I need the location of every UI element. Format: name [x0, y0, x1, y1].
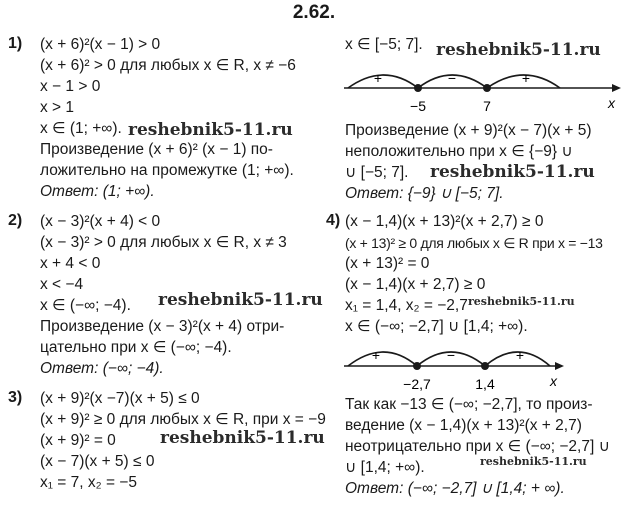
- problem-2-line: x < −4: [40, 276, 84, 293]
- problem-1-line: x > 1: [40, 99, 75, 116]
- problem-2-number: 2): [8, 212, 23, 229]
- sign-arc: [348, 352, 417, 366]
- sign-label: +: [373, 70, 383, 86]
- problem-2-line: Произведение (x − 3)²(x + 4) отри-: [40, 318, 285, 335]
- number-line-problem-3: [340, 56, 625, 116]
- problem-3-continuation: x ∈ [−5; 7].: [345, 36, 423, 53]
- sign-arc: [348, 75, 418, 88]
- problem-1-line: ложительно на промежутке (1; +∞).: [40, 162, 294, 179]
- point-marker: [483, 84, 491, 92]
- watermark: reshebnik5-11.ru: [128, 120, 293, 140]
- problem-4-line: x ∈ (−∞; −2,7] ∪ [1,4; +∞).: [345, 318, 528, 335]
- problem-2-line: x ∈ (−∞; −4).: [40, 297, 131, 314]
- number-line-problem-4: [340, 334, 625, 394]
- problem-1-line: Произведение (x + 6)² (x − 1) по-: [40, 141, 273, 158]
- sign-label: +: [371, 347, 381, 363]
- watermark: reshebnik5-11.ru: [468, 295, 575, 308]
- point-label: 1,4: [475, 376, 495, 392]
- sign-label: −: [446, 347, 456, 363]
- problem-4-line: (x + 13)² = 0: [345, 255, 430, 272]
- problem-1-line: (x + 6)² > 0 для любых x ∈ R, x ≠ −6: [40, 57, 296, 74]
- problem-3-line: (x + 9)² = 0: [40, 432, 116, 449]
- problem-4-conclusion: ведение (x − 1,4)(x + 13)²(x + 2,7): [345, 417, 582, 434]
- problem-4-conclusion: Так как −13 ∈ (−∞; −2,7], то произ-: [345, 396, 593, 413]
- axis-label: x: [550, 373, 557, 389]
- watermark: reshebnik5-11.ru: [430, 162, 595, 182]
- problem-1-answer: Ответ: (1; +∞).: [40, 183, 155, 200]
- point-marker: [414, 84, 422, 92]
- problem-3-line: (x + 9)²(x −7)(x + 5) ≤ 0: [40, 390, 200, 407]
- problem-1-line: x − 1 > 0: [40, 78, 101, 95]
- problem-3-continuation: Произведение (x + 9)²(x − 7)(x + 5): [345, 122, 592, 139]
- watermark: reshebnik5-11.ru: [158, 290, 323, 310]
- sign-label: −: [447, 70, 457, 86]
- watermark: reshebnik5-11.ru: [436, 40, 601, 60]
- problem-4-line: (x − 1,4)(x + 13)²(x + 2,7) ≥ 0: [345, 213, 544, 230]
- point-label: 7: [483, 98, 491, 114]
- problem-title: 2.62.: [292, 2, 336, 23]
- problem-4-number: 4): [326, 212, 341, 229]
- axis-arrow: [555, 362, 564, 370]
- problem-4-line: (x − 1,4)(x + 2,7) ≥ 0: [345, 276, 486, 293]
- problem-4-line: x₁ = 1,4, x₂ = −2,7: [345, 297, 468, 314]
- problem-3-line: (x + 9)² ≥ 0 для любых x ∈ R, при x = −9: [40, 411, 326, 428]
- point-label: −2,7: [403, 376, 431, 392]
- axis-arrow: [612, 84, 621, 92]
- watermark: reshebnik5-11.ru: [480, 455, 587, 468]
- problem-3-line: (x − 7)(x + 5) ≤ 0: [40, 453, 155, 470]
- problem-1-line: x ∈ (1; +∞).: [40, 120, 122, 137]
- problem-2-line: (x − 3)²(x + 4) < 0: [40, 213, 161, 230]
- problem-3-number: 3): [8, 389, 23, 406]
- problem-2-line: (x − 3)² > 0 для любых x ∈ R, x ≠ 3: [40, 234, 287, 251]
- problem-3-continuation: неположительно при x ∈ {−9} ∪: [345, 143, 573, 160]
- sign-label: +: [515, 347, 525, 363]
- problem-3-continuation: ∪ [−5; 7].: [345, 164, 409, 181]
- problem-2-line: цательно при x ∈ (−∞; −4).: [40, 339, 232, 356]
- point-label: −5: [410, 98, 426, 114]
- problem-2-answer: Ответ: (−∞; −4).: [40, 360, 164, 377]
- problem-4-answer: Ответ: (−∞; −2,7] ∪ [1,4; + ∞).: [345, 480, 565, 497]
- problem-3-answer: Ответ: {−9} ∪ [−5; 7].: [345, 185, 504, 202]
- problem-3-line: x₁ = 7, x₂ = −5: [40, 474, 137, 491]
- point-marker: [413, 362, 421, 370]
- problem-2-line: x + 4 < 0: [40, 255, 101, 272]
- problem-4-conclusion: неотрицательно при x ∈ (−∞; −2,7] ∪: [345, 438, 610, 455]
- problem-4-line: (x + 13)² ≥ 0 для любых x ∈ R при x = −13: [345, 235, 603, 251]
- problem-4-conclusion: ∪ [1,4; +∞).: [345, 459, 425, 476]
- problem-1-number: 1): [8, 35, 23, 52]
- problem-1-line: (x + 6)²(x − 1) > 0: [40, 36, 161, 53]
- point-marker: [481, 362, 489, 370]
- watermark: reshebnik5-11.ru: [160, 428, 325, 448]
- axis-label: x: [608, 95, 615, 111]
- sign-label: +: [521, 70, 531, 86]
